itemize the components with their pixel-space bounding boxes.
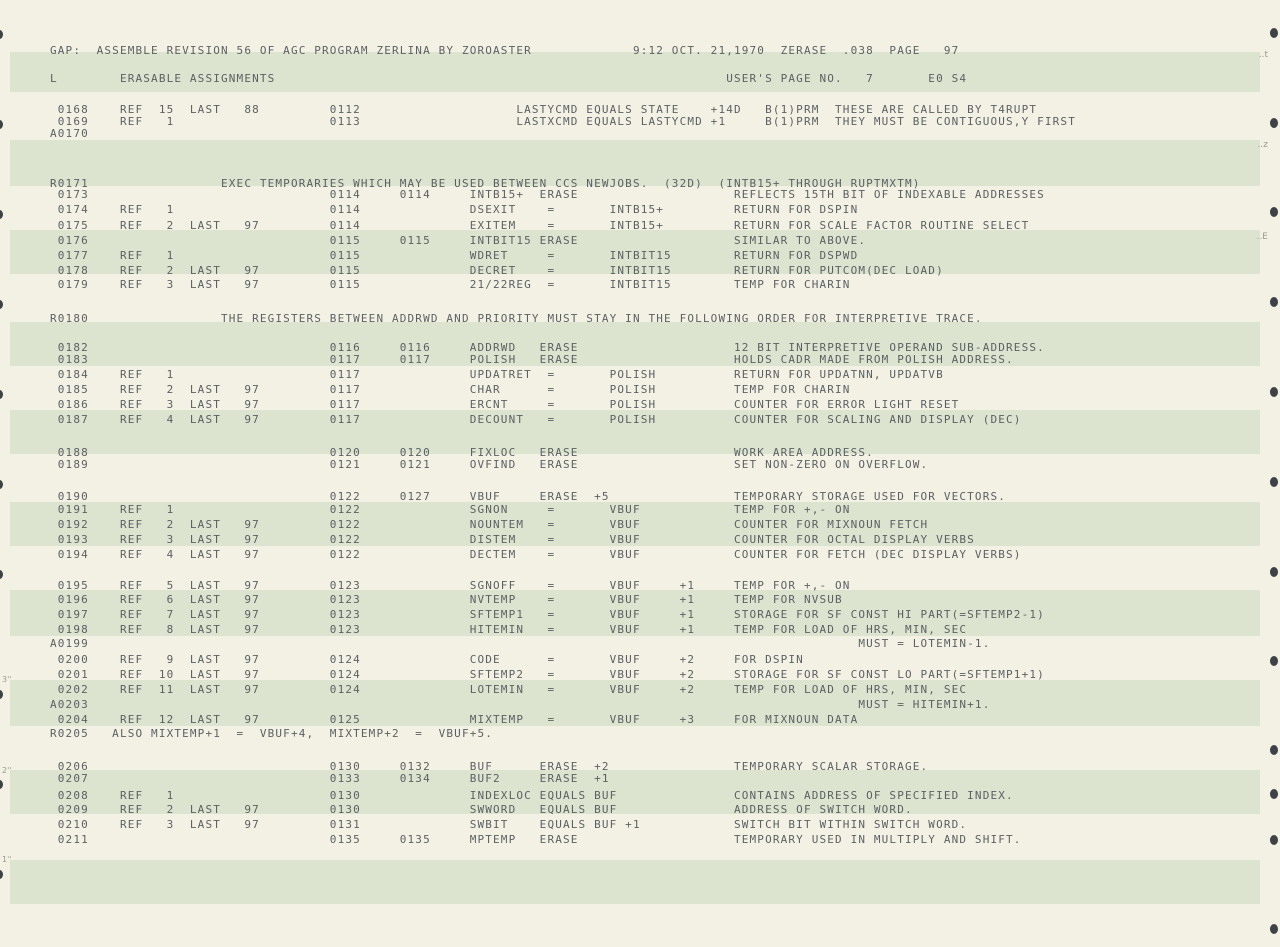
listing-line: 0198 REF 8 LAST 97 0123 HITEMIN = VBUF +1 TEMP FOR LOAD OF HRS, MIN, SEC (50, 623, 968, 636)
feed-hole-icon (0, 390, 3, 399)
feed-hole-icon (1270, 477, 1278, 487)
margin-mark: 3'' (2, 675, 12, 684)
listing-line: A0199 MUST = LOTEMIN-1. (50, 637, 991, 650)
feed-hole-icon (1270, 28, 1278, 38)
margin-mark: 1'' (2, 855, 12, 864)
listing-line: 0175 REF 2 LAST 97 0114 EXITEM = INTB15+ RETURN FOR SCALE FACTOR ROUTINE SELECT (50, 219, 1030, 232)
listing-header: GAP: ASSEMBLE REVISION 56 OF AGC PROGRAM ZERLINA BY ZOROASTER 9:12 OCT. 21,1970 ZERASE .038 PAGE 97 (50, 44, 960, 57)
listing-line: 0194 REF 4 LAST 97 0122 DECTEM = VBUF COUNTER FOR FETCH (DEC DISPLAY VERBS) (50, 548, 1022, 561)
feed-hole-icon (1270, 835, 1278, 845)
listing-line: 0179 REF 3 LAST 97 0115 21/22REG = INTBIT15 TEMP FOR CHARIN (50, 278, 851, 291)
feed-hole-icon (0, 870, 3, 879)
listing-line: 0184 REF 1 0117 UPDATRET = POLISH RETURN FOR UPDATNN, UPDATVB (50, 368, 944, 381)
listing-line: 0173 0114 0114 INTB15+ ERASE REFLECTS 15TH BIT OF INDEXABLE ADDRESSES (50, 188, 1045, 201)
feed-hole-icon (0, 690, 3, 699)
listing-line: 0193 REF 3 LAST 97 0122 DISTEM = VBUF COUNTER FOR OCTAL DISPLAY VERBS (50, 533, 975, 546)
feed-hole-icon (1270, 297, 1278, 307)
listing-line: 0178 REF 2 LAST 97 0115 DECRET = INTBIT15 RETURN FOR PUTCOM(DEC LOAD) (50, 264, 944, 277)
feed-hole-icon (0, 480, 3, 489)
feed-hole-icon (1270, 656, 1278, 666)
listing-line: 0185 REF 2 LAST 97 0117 CHAR = POLISH TEMP FOR CHARIN (50, 383, 851, 396)
listing-line: 0195 REF 5 LAST 97 0123 SGNOFF = VBUF +1 TEMP FOR +,- ON (50, 579, 851, 592)
listing-line: 0177 REF 1 0115 WDRET = INTBIT15 RETURN FOR DSPWD (50, 249, 859, 262)
listing-line: 0169 REF 1 0113 LASTXCMD EQUALS LASTYCMD +1 B(1)PRM THEY MUST BE CONTIGUOUS,Y FIRST (50, 115, 1076, 128)
feed-hole-icon (1270, 118, 1278, 128)
listing-line: 0182 0116 0116 ADDRWD ERASE 12 BIT INTERPRETIVE OPERAND SUB-ADDRESS. (50, 341, 1045, 354)
listing-line: 0210 REF 3 LAST 97 0131 SWBIT EQUALS BUF +1 SWITCH BIT WITHIN SWITCH WORD. (50, 818, 968, 831)
listing-line: 0200 REF 9 LAST 97 0124 CODE = VBUF +2 FOR DSPIN (50, 653, 804, 666)
feed-hole-icon (0, 210, 3, 219)
listing-line: 0197 REF 7 LAST 97 0123 SFTEMP1 = VBUF +1 STORAGE FOR SF CONST HI PART(=SFTEMP2-1) (50, 608, 1045, 621)
listing-line: R0171 EXEC TEMPORARIES WHICH MAY BE USED BETWEEN CCS NEWJOBS. (32D) (INTB15+ THROUGH RUPTMXTM) (50, 177, 921, 190)
listing-line: 0188 0120 0120 FIXLOC ERASE WORK AREA ADDRESS. (50, 446, 874, 459)
listing-line: 0206 0130 0132 BUF ERASE +2 TEMPORARY SCALAR STORAGE. (50, 760, 929, 773)
listing-line: 0183 0117 0117 POLISH ERASE HOLDS CADR MADE FROM POLISH ADDRESS. (50, 353, 1014, 366)
listing-line: 0196 REF 6 LAST 97 0123 NVTEMP = VBUF +1 TEMP FOR NVSUB (50, 593, 843, 606)
listing-subheader: L ERASABLE ASSIGNMENTS USER'S PAGE NO. 7 E0 S4 (50, 72, 968, 85)
listing-line: 0202 REF 11 LAST 97 0124 LOTEMIN = VBUF +2 TEMP FOR LOAD OF HRS, MIN, SEC (50, 683, 968, 696)
feed-hole-icon (0, 120, 3, 129)
feed-hole-icon (0, 30, 3, 39)
listing-line: 0174 REF 1 0114 DSEXIT = INTB15+ RETURN FOR DSPIN (50, 203, 859, 216)
feed-hole-icon (1270, 924, 1278, 934)
listing-line: 0190 0122 0127 VBUF ERASE +5 TEMPORARY STORAGE USED FOR VECTORS. (50, 490, 1007, 503)
feed-hole-icon (0, 780, 3, 789)
listing-line: 0189 0121 0121 OVFIND ERASE SET NON-ZERO ON OVERFLOW. (50, 458, 929, 471)
margin-mark: ..t (1258, 50, 1268, 60)
listing-line: 0192 REF 2 LAST 97 0122 NOUNTEM = VBUF COUNTER FOR MIXNOUN FETCH (50, 518, 929, 531)
feed-hole-icon (0, 300, 3, 309)
listing-line: R0180 THE REGISTERS BETWEEN ADDRWD AND PRIORITY MUST STAY IN THE FOLLOWING ORDER FOR INTERPRETIVE TRACE. (50, 312, 983, 325)
feed-hole-icon (1270, 745, 1278, 755)
listing-line: 0211 0135 0135 MPTEMP ERASE TEMPORARY USED IN MULTIPLY AND SHIFT. (50, 833, 1022, 846)
listing-line: A0203 MUST = HITEMIN+1. (50, 698, 991, 711)
listing-line: 0207 0133 0134 BUF2 ERASE +1 (50, 772, 610, 785)
listing-line: A0170 (50, 127, 89, 140)
margin-mark: ..z (1257, 140, 1268, 150)
listing-line: 0176 0115 0115 INTBIT15 ERASE SIMILAR TO ABOVE. (50, 234, 867, 247)
listing-line: 0187 REF 4 LAST 97 0117 DECOUNT = POLISH COUNTER FOR SCALING AND DISPLAY (DEC) (50, 413, 1022, 426)
feed-hole-icon (1270, 789, 1278, 799)
feed-hole-icon (1270, 207, 1278, 217)
feed-hole-icon (1270, 567, 1278, 577)
margin-mark: 2'' (2, 766, 12, 775)
listing-line: 0191 REF 1 0122 SGNON = VBUF TEMP FOR +,- ON (50, 503, 851, 516)
feed-hole-icon (1270, 387, 1278, 397)
listing-line: 0201 REF 10 LAST 97 0124 SFTEMP2 = VBUF +2 STORAGE FOR SF CONST LO PART(=SFTEMP1+1) (50, 668, 1045, 681)
listing-line: 0186 REF 3 LAST 97 0117 ERCNT = POLISH COUNTER FOR ERROR LIGHT RESET (50, 398, 960, 411)
listing-line: 0168 REF 15 LAST 88 0112 LASTYCMD EQUALS STATE +14D B(1)PRM THESE ARE CALLED BY T4RUPT (50, 103, 1038, 116)
feed-hole-icon (0, 570, 3, 579)
margin-mark: ..E (1256, 232, 1268, 242)
listing-line: 0208 REF 1 0130 INDEXLOC EQUALS BUF CONTAINS ADDRESS OF SPECIFIED INDEX. (50, 789, 1014, 802)
paper-band (10, 860, 1260, 904)
listing-line: 0209 REF 2 LAST 97 0130 SWWORD EQUALS BUF ADDRESS OF SWITCH WORD. (50, 803, 913, 816)
listing-line: R0205 ALSO MIXTEMP+1 = VBUF+4, MIXTEMP+2 = VBUF+5. (50, 727, 494, 740)
listing-line: 0204 REF 12 LAST 97 0125 MIXTEMP = VBUF +3 FOR MIXNOUN DATA (50, 713, 859, 726)
